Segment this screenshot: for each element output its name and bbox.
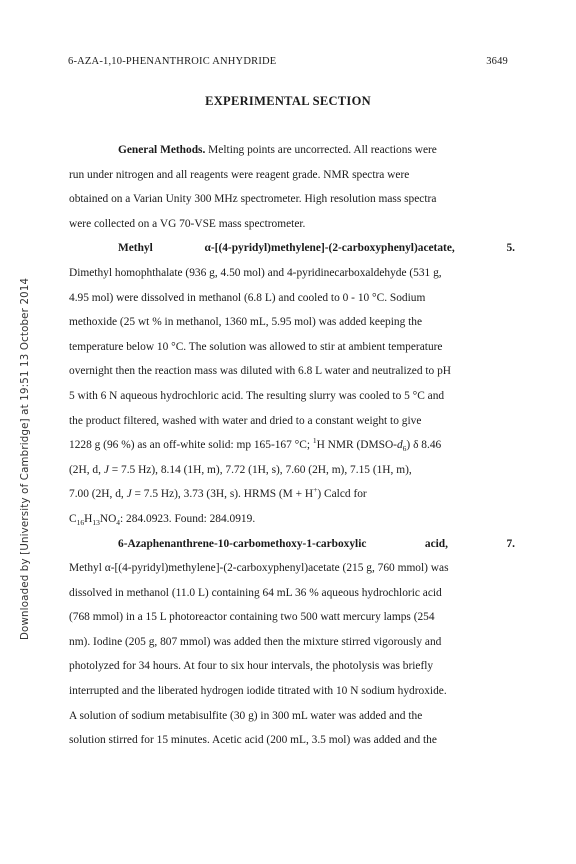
text-line: dissolved in methanol (11.0 L) containing 64 mL 36 % aqueous hydrochloric acid xyxy=(69,586,442,599)
text-line: solution stirred for 15 minutes. Acetic acid (200 mL, 3.5 mol) was added and the xyxy=(69,734,437,747)
text-line: 1228 g (96 %) as an off-white solid: mp 165-167 °C; $^1$H NMR $(DMSO-d_6)$ δ 8.46 xyxy=(69,436,442,454)
text-line: nm). Iodine (205 g, 807 mmol) was added then the mixture stirred vigorously and xyxy=(69,635,442,648)
page-number: 3649 xyxy=(486,56,508,67)
text-line: General Methods. Melting points are uncorrected. All reactions were xyxy=(118,144,437,156)
text-line: 5 with 6 N aqueous hydrochloric acid. The resulting slurry was cooled to 5 °C and xyxy=(69,389,445,402)
text-line: obtained on a Varian Unity 300 MHz spectrometer. High resolution mass spectra xyxy=(69,193,437,206)
text-line: Methyl α-[(4-pyridyl)methylene]-(2-carboxyphenyl)acetate (215 g, 760 mmol) was xyxy=(69,562,449,575)
paragraph-compound-5 xyxy=(69,236,515,531)
text-line: photolyzed for 34 hours. At four to six hour intervals, the photolysis was briefly xyxy=(69,660,434,673)
paragraph-heading: 6-Azaphenanthrene-10-carbomethoxy-1-carboxylic acid, 7. xyxy=(118,537,515,550)
paragraph-general-methods xyxy=(69,138,515,236)
text-line: run under nitrogen and all reagents were reagent grade. NMR spectra were xyxy=(69,168,410,181)
section-heading: EXPERIMENTAL SECTION xyxy=(205,94,371,108)
text-line: 4.95 mol) were dissolved in methanol (6.8 L) and cooled to 0 - 10 °C. Sodium xyxy=(69,291,426,304)
text-line: overnight then the reaction mass was diluted with 6.8 L water and neutralized to pH xyxy=(69,365,452,378)
paragraph-heading: Methyl α-[(4-pyridyl)methylene]-(2-carboxyphenyl)acetate, 5. xyxy=(118,242,515,255)
text-line: temperature below 10 °C. The solution was allowed to stir at ambient temperature xyxy=(69,340,443,353)
text-line: $C_{16}H_{13}NO_4$: 284.0923. Found: 284.0919. xyxy=(69,512,256,527)
text-line: Dimethyl homophthalate (936 g, 4.50 mol) and 4-pyridinecarboxaldehyde (531 g, xyxy=(69,266,442,279)
article-body xyxy=(69,138,515,753)
text-line: 7.00 (2H, d, J = 7.5 Hz), 3.73 (3H, s). HRMS (M + H+) Calcd for xyxy=(69,485,367,501)
text-line: (768 mmol) in a 15 L photoreactor containing two 500 watt mercury lamps (254 xyxy=(69,611,435,624)
download-watermark: Downloaded by [University of Cambridge] at 19:51 13 October 2014 xyxy=(20,277,31,640)
paragraph-compound-7 xyxy=(69,532,515,753)
text-line: the product filtered, washed with water and dried to a constant weight to give xyxy=(69,414,422,427)
text-line: (2H, d, J = 7.5 Hz), 8.14 (1H, m), 7.72 (1H, s), 7.60 (2H, m), 7.15 (1H, m), xyxy=(69,463,412,476)
text-line: interrupted and the liberated hydrogen iodide titrated with 10 N sodium hydroxide. xyxy=(69,685,447,698)
text-line: were collected on a VG 70-VSE mass spectrometer. xyxy=(69,217,306,230)
paragraph-heading: General Methods. xyxy=(118,144,206,156)
running-head-title: 6-AZA-1,10-PHENANTHROIC ANHYDRIDE xyxy=(68,56,277,67)
text-line: A solution of sodium metabisulfite (30 g) in 300 mL water was added and the xyxy=(69,709,423,722)
text-line: methoxide (25 wt % in methanol, 1360 mL, 5.95 mol) was added keeping the xyxy=(69,316,423,329)
